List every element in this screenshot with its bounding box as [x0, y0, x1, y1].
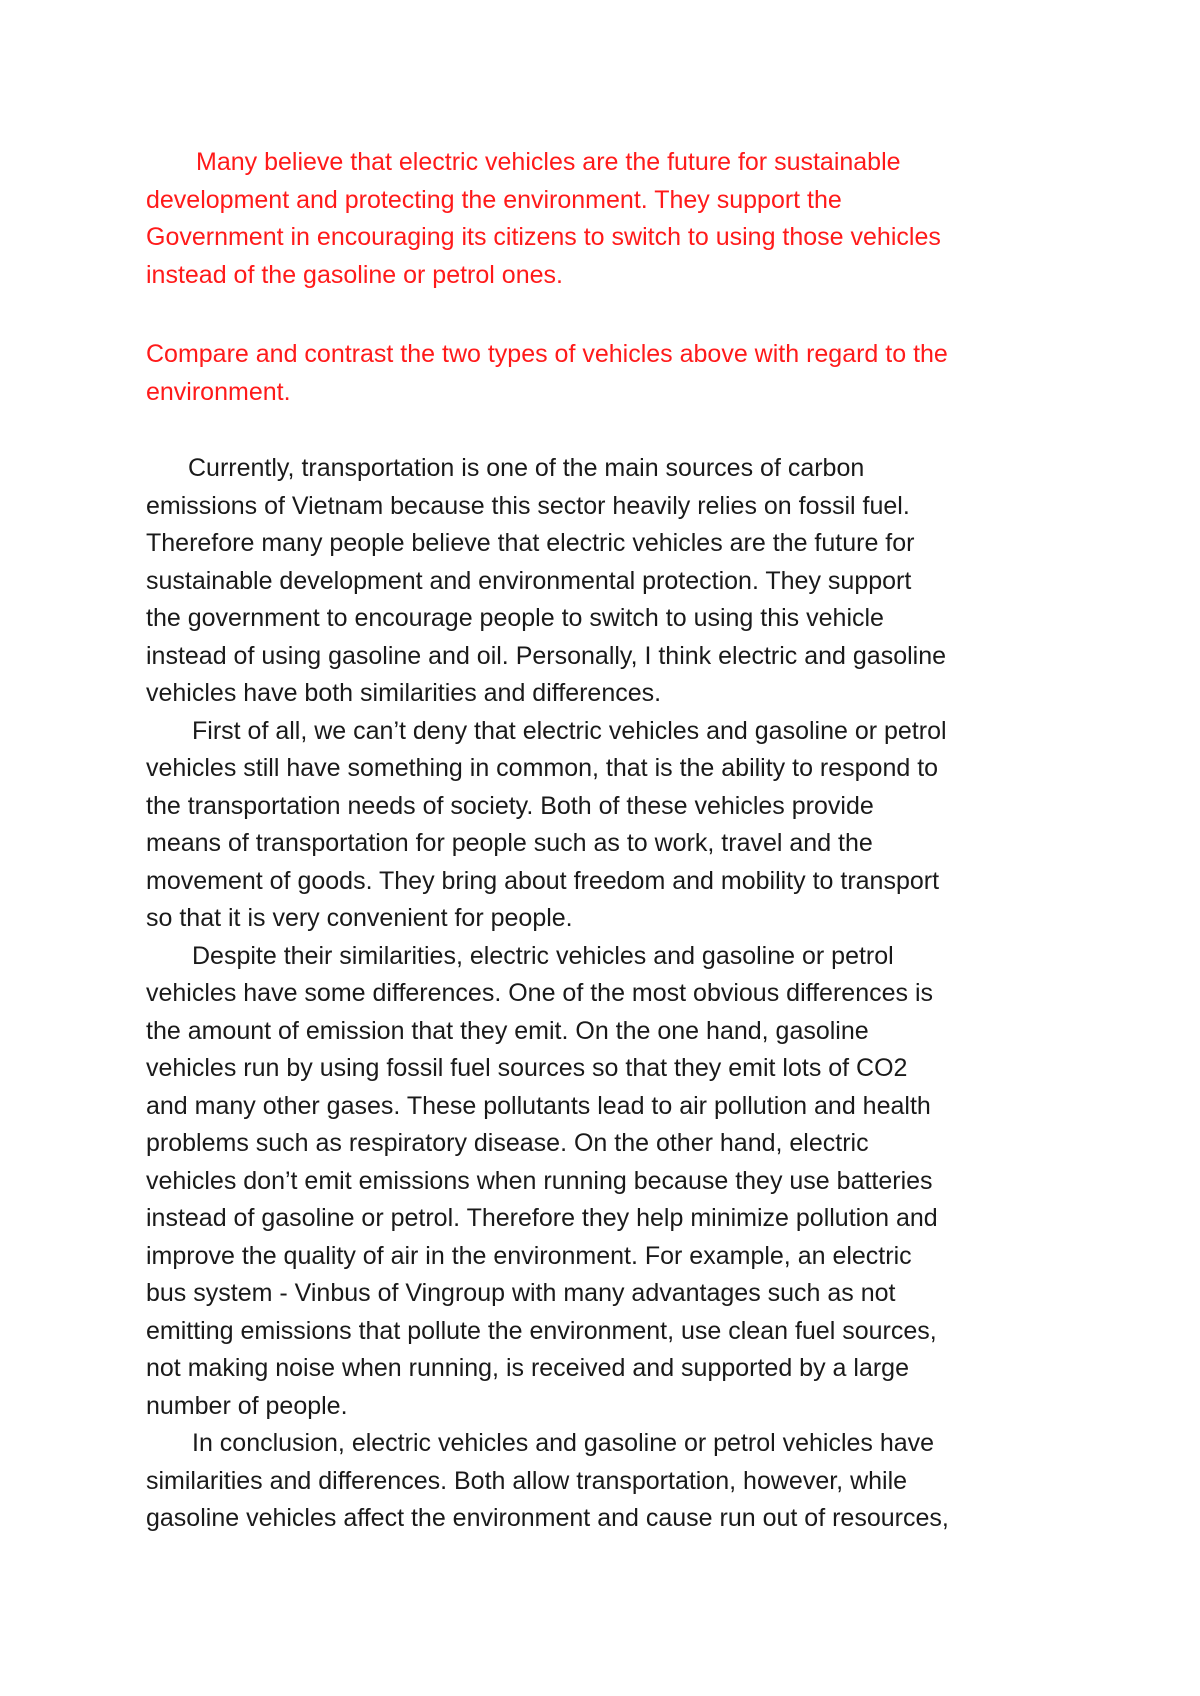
essay-line: movement of goods. They bring about freedom and mobility to transport: [146, 866, 940, 895]
essay-line: number of people.: [146, 1391, 348, 1420]
essay-line: and many other gases. These pollutants lead to air pollution and health: [146, 1091, 931, 1120]
essay-line: Therefore many people believe that electric vehicles are the future for: [146, 529, 915, 557]
prompt-line: Many believe that electric vehicles are the future for sustainable: [196, 148, 901, 176]
essay-line: Despite their similarities, electric vehicles and gasoline or petrol: [192, 941, 894, 970]
essay-line: vehicles still have something in common, that is the ability to respond to: [146, 754, 939, 782]
essay-line: vehicles run by using fossil fuel sources so that they emit lots of CO2: [146, 1054, 908, 1082]
essay-paragraph-intro: [146, 450, 1086, 713]
essay-line: emissions of Vietnam because this sector heavily relies on fossil fuel.: [146, 491, 910, 520]
essay-line: Currently, transportation is one of the main sources of carbon: [188, 454, 865, 482]
essay-line: means of transportation for people such as to work, travel and the: [146, 829, 873, 857]
essay-line: so that it is very convenient for people.: [146, 904, 573, 932]
essay-line: instead of gasoline or petrol. Therefore they help minimize pollution and: [146, 1204, 938, 1232]
essay-line: vehicles have some differences. One of the most obvious differences is: [146, 979, 933, 1007]
essay-body: [146, 450, 1086, 1538]
essay-line: In conclusion, electric vehicles and gasoline or petrol vehicles have: [192, 1429, 935, 1457]
essay-line: not making noise when running, is received and supported by a large: [146, 1354, 909, 1382]
essay-line: gasoline vehicles affect the environment and cause run out of resources,: [146, 1504, 949, 1532]
essay-line: similarities and differences. Both allow transportation, however, while: [146, 1466, 908, 1495]
essay-line: instead of using gasoline and oil. Personally, I think electric and gasoline: [146, 641, 947, 670]
prompt-task: [146, 336, 1086, 411]
essay-paragraph-conclusion: [146, 1425, 1086, 1538]
essay-line: vehicles don’t emit emissions when running because they use batteries: [146, 1166, 933, 1195]
essay-line: the government to encourage people to switch to using this vehicle: [146, 604, 884, 632]
essay-paragraph-differences: [146, 938, 1086, 1426]
essay-line: bus system - Vinbus of Vingroup with many advantages such as not: [146, 1279, 896, 1307]
prompt-line: instead of the gasoline or petrol ones.: [146, 260, 563, 289]
prompt-intro: [146, 144, 1086, 294]
prompt-task-line: environment.: [146, 377, 291, 406]
prompt-line: development and protecting the environment. They support the: [146, 185, 842, 214]
prompt-line: Government in encouraging its citizens to switch to using those vehicles: [146, 223, 941, 251]
essay-line: the transportation needs of society. Both of these vehicles provide: [146, 791, 874, 820]
essay-line: the amount of emission that they emit. On the one hand, gasoline: [146, 1016, 869, 1045]
essay-line: sustainable development and environmental protection. They support: [146, 566, 912, 595]
essay-paragraph-similarities: [146, 713, 1086, 938]
essay-line: improve the quality of air in the environment. For example, an electric: [146, 1241, 912, 1270]
essay-line: vehicles have both similarities and differences.: [146, 679, 662, 707]
essay-line: emitting emissions that pollute the environment, use clean fuel sources,: [146, 1316, 937, 1345]
prompt-task-line: Compare and contrast the two types of vehicles above with regard to the: [146, 340, 948, 368]
essay-line: First of all, we can’t deny that electric vehicles and gasoline or petrol: [192, 716, 947, 745]
essay-line: problems such as respiratory disease. On the other hand, electric: [146, 1129, 869, 1157]
